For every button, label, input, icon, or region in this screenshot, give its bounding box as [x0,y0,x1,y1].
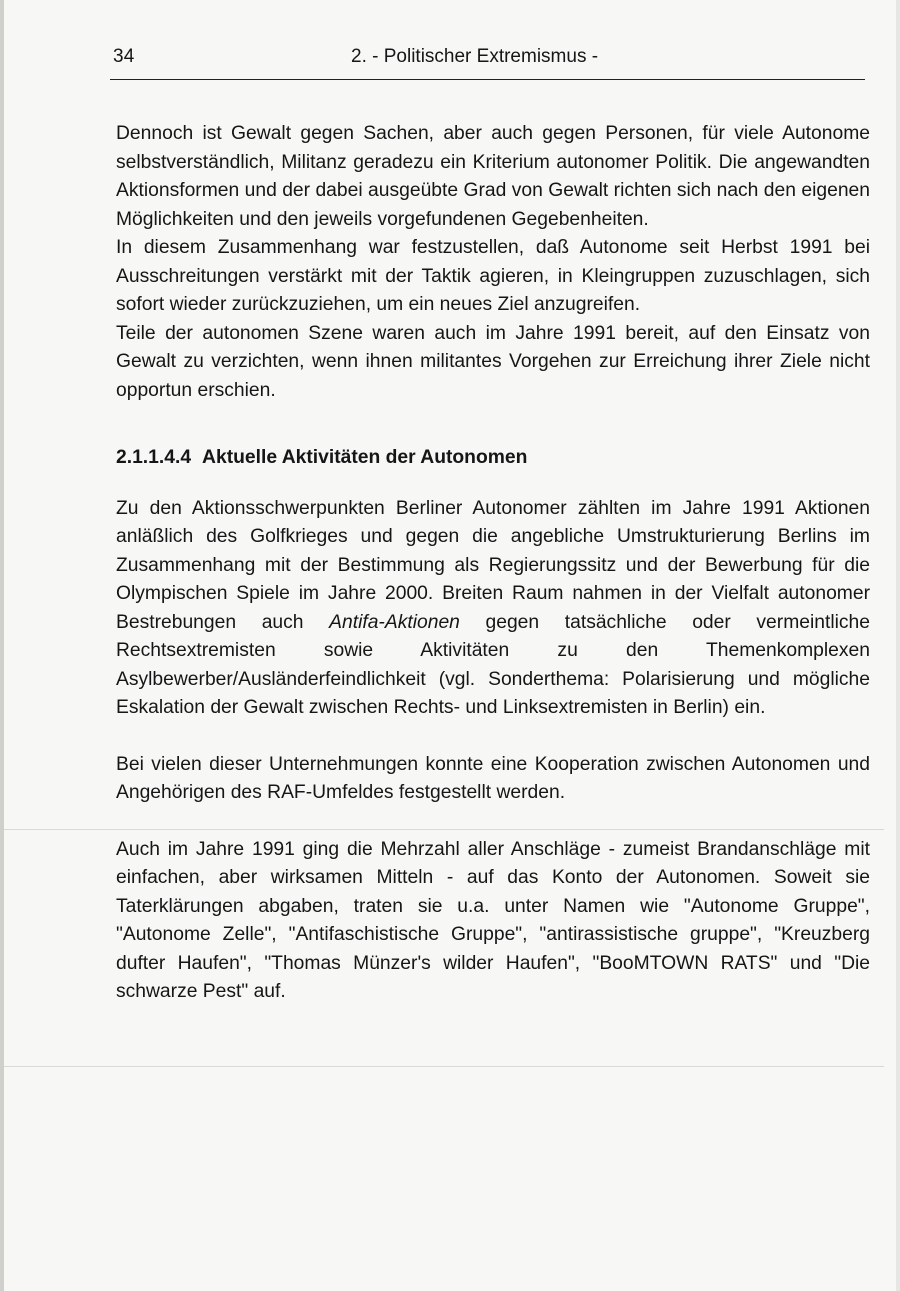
section-number: 2.1.1.4.4 [116,447,192,468]
paragraph: Dennoch ist Gewalt gegen Sachen, aber auch gegen Personen, für viele Autonome selbstverständlich, Militanz geradezu ein Kriterium autonomer Politik. Die angewandten Aktionsformen und der dabei ausgeübte Grad von Gewalt richten sich nach den eigenen Möglichkeiten und den jeweils vorgefundenen Gegebenheiten. [116,123,870,230]
paragraph: Teile der autonomen Szene waren auch im Jahre 1991 bereit, auf den Einsatz von Gewalt zu verzichten, wenn ihnen militantes Vorgehen zur Erreichung ihrer Ziele nicht opportun erschien. [116,322,870,401]
paragraph [116,495,870,723]
document-page [4,0,896,1291]
page-header [4,40,896,76]
document-body [116,120,870,1007]
page-edge [0,0,4,1291]
header-rule [110,79,865,80]
paragraph: Auch im Jahre 1991 ging die Mehrzahl aller Anschläge - zumeist Brandanschläge mit einfachen, aber wirksamen Mitteln - auf das Konto der Autonomen. Soweit sie Taterklärungen abgaben, traten sie u.a. unter Namen wie "Autonome Gruppe", "Autonome Zelle", "Antifaschistische Gruppe", "antirassistische gruppe", "Kreuzberg dufter Haufen", "Thomas Münzer's wilder Haufen", "BooMTOWN RATS" und "Die schwarze Pest" auf. [116,838,870,1002]
scan-artifact-line [4,1066,884,1067]
running-head: 2. - Politischer Extremismus - [351,46,599,67]
page-number: 34 [113,46,135,67]
paragraph: Bei vielen dieser Unternehmungen konnte eine Kooperation zwischen Autonomen und Angehörigen des RAF-Umfeldes festgestellt werden. [116,753,870,803]
paragraph: In diesem Zusammenhang war festzustellen, daß Autonome seit Herbst 1991 bei Ausschreitungen verstärkt mit der Taktik agieren, in Kleingruppen zuzuschlagen, sich sofort wieder zurückzuziehen, um ein neues Ziel anzugreifen. [116,237,870,315]
emphasized-text: Antifa-Aktionen [329,611,460,633]
section-heading [116,444,870,473]
section-title: Aktuelle Aktivitäten der Autonomen [202,447,528,468]
paragraph-text: Zu den Aktionsschwerpunkten Berliner Autonomer zählten im Jahre 1991 Aktionen anläßlich des Golfkrieges und gegen die angebliche Umstrukturierung Berlins im Zusammenhang mit der Bestimmung als Regierungssitz und der Bewerbung für die Olympischen Spiele im Jahre 2000. Breiten Raum nahmen in der Vielfalt autonomer Bestrebungen auch [116,497,870,633]
paragraph-text: gegen tatsächliche oder vermeintliche Rechtsextremisten sowie Aktivitäten zu den Themenkomplexen Asylbewerber/Ausländerfeindlichkeit (vgl. Sonderthema: Polarisierung und mögliche Eskalation der Gewalt zwischen Rechts- und Linksextremisten in Berlin) ein. [116,611,870,718]
